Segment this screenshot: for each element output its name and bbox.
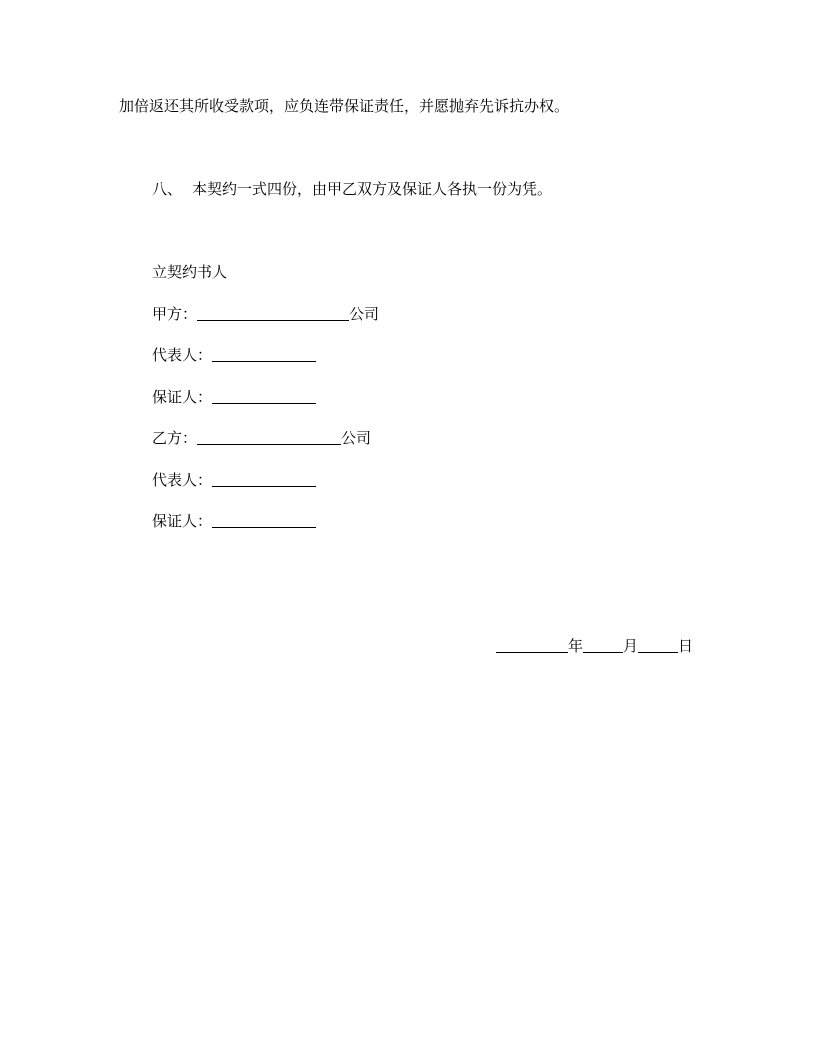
clause-8 bbox=[152, 179, 552, 199]
party-a-label: 甲方： bbox=[152, 305, 198, 323]
signatories-heading-text: 立契约书人 bbox=[152, 263, 228, 281]
party-a-guarantor-blank[interactable] bbox=[212, 387, 316, 404]
party-b-line bbox=[152, 428, 371, 448]
date-line bbox=[496, 636, 693, 656]
party-b-representative-line bbox=[152, 470, 316, 490]
date-day-label: 日 bbox=[678, 637, 694, 655]
party-a-representative-label: 代表人： bbox=[152, 346, 213, 364]
date-year-label: 年 bbox=[568, 637, 584, 655]
date-day-blank[interactable] bbox=[638, 636, 678, 653]
party-b-label: 乙方： bbox=[152, 429, 198, 447]
signatories-heading bbox=[152, 262, 227, 282]
party-a-suffix: 公司 bbox=[349, 305, 380, 323]
party-a-guarantor-label: 保证人： bbox=[152, 388, 213, 406]
party-b-representative-label: 代表人： bbox=[152, 471, 213, 489]
party-a-guarantor-line bbox=[152, 387, 316, 407]
party-b-guarantor-label: 保证人： bbox=[152, 512, 213, 530]
clause-8-text: 本契约一式四份，由甲乙双方及保证人各执一份为凭。 bbox=[192, 180, 553, 198]
continuation-text: 加倍返还其所收受款项，应负连带保证责任，并愿抛弃先诉抗办权。 bbox=[119, 97, 570, 115]
date-year-blank[interactable] bbox=[496, 636, 568, 653]
party-a-line bbox=[152, 304, 379, 324]
date-month-label: 月 bbox=[623, 637, 639, 655]
party-b-guarantor-line bbox=[152, 511, 316, 531]
party-b-name-blank[interactable] bbox=[197, 428, 341, 445]
continuation-paragraph bbox=[119, 96, 569, 116]
party-a-representative-line bbox=[152, 345, 316, 365]
party-a-representative-blank[interactable] bbox=[212, 345, 316, 362]
party-b-suffix: 公司 bbox=[341, 429, 372, 447]
party-b-representative-blank[interactable] bbox=[212, 470, 316, 487]
party-a-name-blank[interactable] bbox=[197, 304, 349, 321]
clause-8-number: 八、 bbox=[152, 180, 183, 198]
party-b-guarantor-blank[interactable] bbox=[212, 511, 316, 528]
date-month-blank[interactable] bbox=[583, 636, 623, 653]
